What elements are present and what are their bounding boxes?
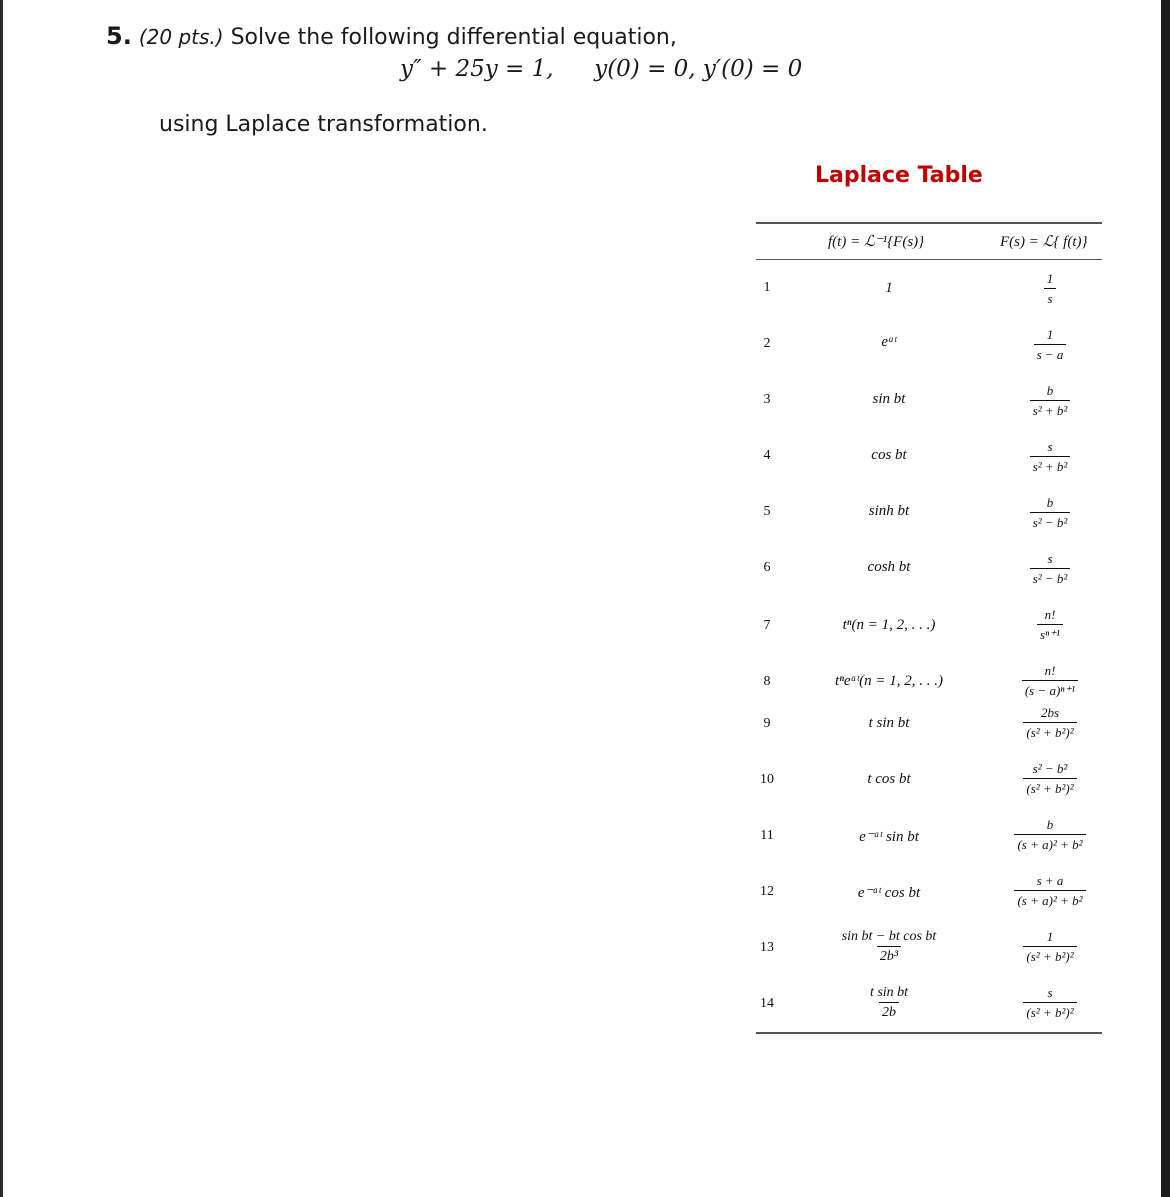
Fs-numerator: s² − b² (1032, 761, 1068, 776)
row-number: 6 (763, 560, 771, 575)
Fs-denominator: s² + b² (1030, 400, 1071, 419)
Fs-numerator: 1 (1046, 929, 1054, 944)
ft-cell: eᵃᵗ (881, 334, 897, 350)
ft-cell (800, 928, 978, 965)
Fs-fraction (1037, 606, 1063, 643)
Fs-numerator: n! (1044, 607, 1056, 622)
Fs-cell (994, 928, 1106, 965)
ft-cell: sinh bt (868, 503, 910, 519)
Fs-numerator: b (1046, 383, 1054, 398)
Fs-fraction (1023, 984, 1076, 1021)
Fs-denominator: s (1044, 288, 1055, 307)
row-number: 2 (763, 336, 771, 351)
Fs-denominator: (s² + b²)² (1023, 1002, 1076, 1021)
Fs-numerator: s (1047, 439, 1053, 454)
left-border (0, 0, 3, 1197)
ft-denominator: 2b (879, 1002, 899, 1021)
Fs-denominator: s² − b² (1030, 568, 1071, 587)
row-number: 4 (763, 448, 771, 463)
row-number: 5 (763, 504, 771, 519)
laplace-table-title: Laplace Table (815, 163, 983, 188)
Fs-fraction (1044, 270, 1057, 307)
Fs-numerator: 2bs (1040, 705, 1060, 720)
Fs-cell (994, 606, 1106, 643)
table-top-rule (756, 222, 1102, 224)
Fs-numerator: s + a (1036, 873, 1064, 888)
ft-fraction (839, 928, 940, 965)
Fs-denominator: (s² + b²)² (1023, 778, 1076, 797)
right-scroll-edge (1161, 0, 1170, 1197)
equation-ode: y″ + 25y = 1, (400, 56, 554, 82)
Fs-numerator: b (1046, 495, 1054, 510)
row-number: 11 (760, 828, 774, 843)
question-number: 5. (106, 22, 132, 50)
Fs-cell (994, 326, 1106, 363)
Fs-denominator: (s + a)² + b² (1014, 834, 1085, 853)
Fs-cell (994, 872, 1106, 909)
ft-numerator: sin bt − bt cos bt (841, 929, 937, 944)
ft-cell: e⁻ᵃᵗ cos bt (857, 885, 921, 901)
Fs-fraction (1030, 382, 1071, 419)
ft-cell: cosh bt (867, 559, 911, 575)
row-number: 9 (763, 716, 771, 731)
row-number: 7 (763, 618, 771, 633)
question-points: (20 pts.) (138, 25, 224, 49)
column-header-Fs: F(s) = ℒ{ f(t)} (1000, 234, 1088, 250)
Fs-fraction (1023, 760, 1076, 797)
Fs-cell (994, 760, 1106, 797)
ft-cell: cos bt (871, 447, 907, 463)
Fs-denominator: (s² + b²)² (1023, 722, 1076, 741)
row-number: 14 (760, 996, 774, 1011)
ft-cell: e⁻ᵃᵗ sin bt (859, 829, 919, 845)
method-text: using Laplace transformation. (159, 112, 488, 137)
Fs-cell (994, 816, 1106, 853)
Fs-cell (994, 550, 1106, 587)
Fs-fraction (1030, 550, 1071, 587)
row-number: 1 (763, 280, 771, 295)
Fs-denominator: s² + b² (1030, 456, 1071, 475)
ft-fraction (867, 984, 911, 1021)
row-number: 8 (763, 674, 771, 689)
Fs-denominator: (s² + b²)² (1023, 946, 1076, 965)
row-number: 10 (760, 772, 774, 787)
Fs-cell (994, 270, 1106, 307)
row-number: 12 (760, 884, 774, 899)
Fs-numerator: n! (1044, 663, 1056, 678)
Fs-cell (994, 438, 1106, 475)
question-prompt: Solve the following differential equation, (230, 25, 677, 50)
Fs-cell (994, 662, 1106, 699)
Fs-cell (994, 382, 1106, 419)
row-number: 3 (763, 392, 771, 407)
Fs-fraction (1023, 928, 1076, 965)
Fs-numerator: 1 (1046, 327, 1054, 342)
ft-cell: t sin bt (868, 715, 910, 731)
table-bottom-rule (756, 1032, 1102, 1034)
ft-cell: sin bt (872, 391, 906, 407)
Fs-fraction (1034, 326, 1067, 363)
Fs-numerator: s (1047, 985, 1053, 1000)
Fs-denominator: (s + a)² + b² (1014, 890, 1085, 909)
Fs-fraction (1014, 816, 1085, 853)
differential-equation (400, 56, 802, 82)
ft-denominator: 2b³ (877, 946, 901, 965)
Fs-fraction (1030, 494, 1071, 531)
Fs-cell (994, 494, 1106, 531)
equation-initial-conditions: y(0) = 0, y′(0) = 0 (594, 56, 803, 82)
Fs-fraction (1023, 704, 1076, 741)
ft-numerator: t sin bt (869, 985, 909, 1000)
ft-cell: tⁿ(n = 1, 2, . . .) (842, 617, 936, 633)
Fs-numerator: b (1046, 817, 1054, 832)
Fs-denominator: sⁿ⁺¹ (1037, 624, 1063, 643)
ft-cell: 1 (885, 280, 893, 296)
Fs-fraction (1030, 438, 1071, 475)
column-header-ft: f(t) = ℒ⁻¹{F(s)} (828, 234, 925, 250)
ft-cell: t cos bt (867, 771, 911, 787)
Fs-fraction (1014, 872, 1085, 909)
ft-cell: tⁿeᵃᵗ(n = 1, 2, . . .) (835, 673, 943, 689)
Fs-cell (994, 984, 1106, 1021)
Fs-numerator: 1 (1046, 271, 1054, 286)
Fs-denominator: s² − b² (1030, 512, 1071, 531)
Fs-fraction (1022, 662, 1078, 699)
row-number: 13 (760, 940, 774, 955)
question-heading (106, 22, 677, 50)
Fs-cell (994, 704, 1106, 741)
Fs-denominator: (s − a)ⁿ⁺¹ (1022, 680, 1078, 699)
Fs-denominator: s − a (1034, 344, 1067, 363)
ft-cell (800, 984, 978, 1021)
Fs-numerator: s (1047, 551, 1053, 566)
table-header-rule (756, 259, 1102, 260)
